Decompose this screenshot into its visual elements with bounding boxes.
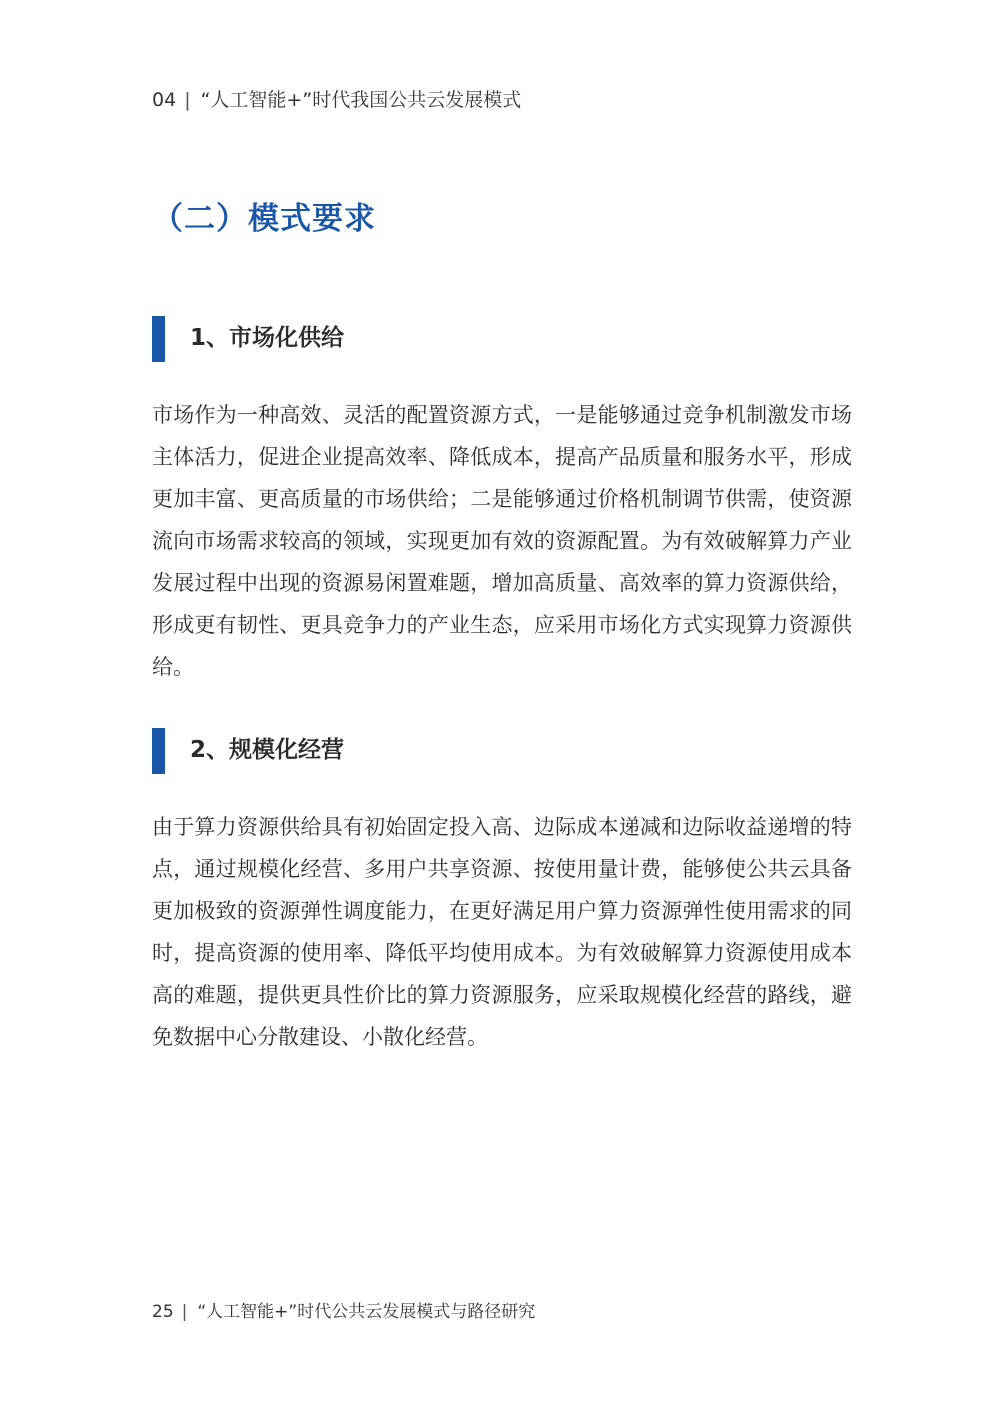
heading-accent-bar: [152, 316, 165, 362]
subsection-heading-text: 2、规模化经营: [190, 737, 345, 763]
heading-accent-bar: [152, 728, 165, 774]
paragraph-scale-operation: 由于算力资源供给具有初始固定投入高、边际成本递减和边际收益递增的特点，通过规模化经营、多用户共享资源、按使用量计费，能够使公共云具备更加极致的资源弹性调度能力，在更好满足用户算力资源弹性使用需求的同时，提高资源的使用率、降低平均使用成本。为有效破解算力资源使用成本高的难题，提供更具性价比的算力资源服务，应采取规模化经营的路线，避免数据中心分散建设、小散化经营。: [152, 815, 852, 1049]
subsection-heading-text: 1、市场化供给: [190, 325, 345, 351]
header-separator: |: [184, 89, 191, 111]
running-header: [152, 86, 521, 114]
header-page-number: 04: [152, 89, 177, 111]
footer-page-number: 25: [152, 1302, 174, 1322]
subsection-heading-market-supply: [152, 316, 852, 362]
running-footer: [152, 1299, 535, 1325]
subsection-heading-scale-operation: [152, 728, 852, 774]
section-title: （二）模式要求: [152, 201, 376, 237]
paragraph-market-supply: 市场作为一种高效、灵活的配置资源方式，一是能够通过竞争机制激发市场主体活力，促进企业提高效率、降低成本，提高产品质量和服务水平，形成更加丰富、更高质量的市场供给；二是能够通过价格机制调节供需，使资源流向市场需求较高的领域，实现更加有效的资源配置。为有效破解算力产业发展过程中出现的资源易闲置难题，增加高质量、高效率的算力资源供给，形成更有韧性、更具竞争力的产业生态，应采用市场化方式实现算力资源供给。: [152, 403, 852, 679]
footer-title: “人工智能+”时代公共云发展模式与路径研究: [197, 1302, 536, 1322]
header-title: “人工智能+”时代我国公共云发展模式: [200, 89, 522, 111]
footer-separator: |: [181, 1302, 188, 1322]
